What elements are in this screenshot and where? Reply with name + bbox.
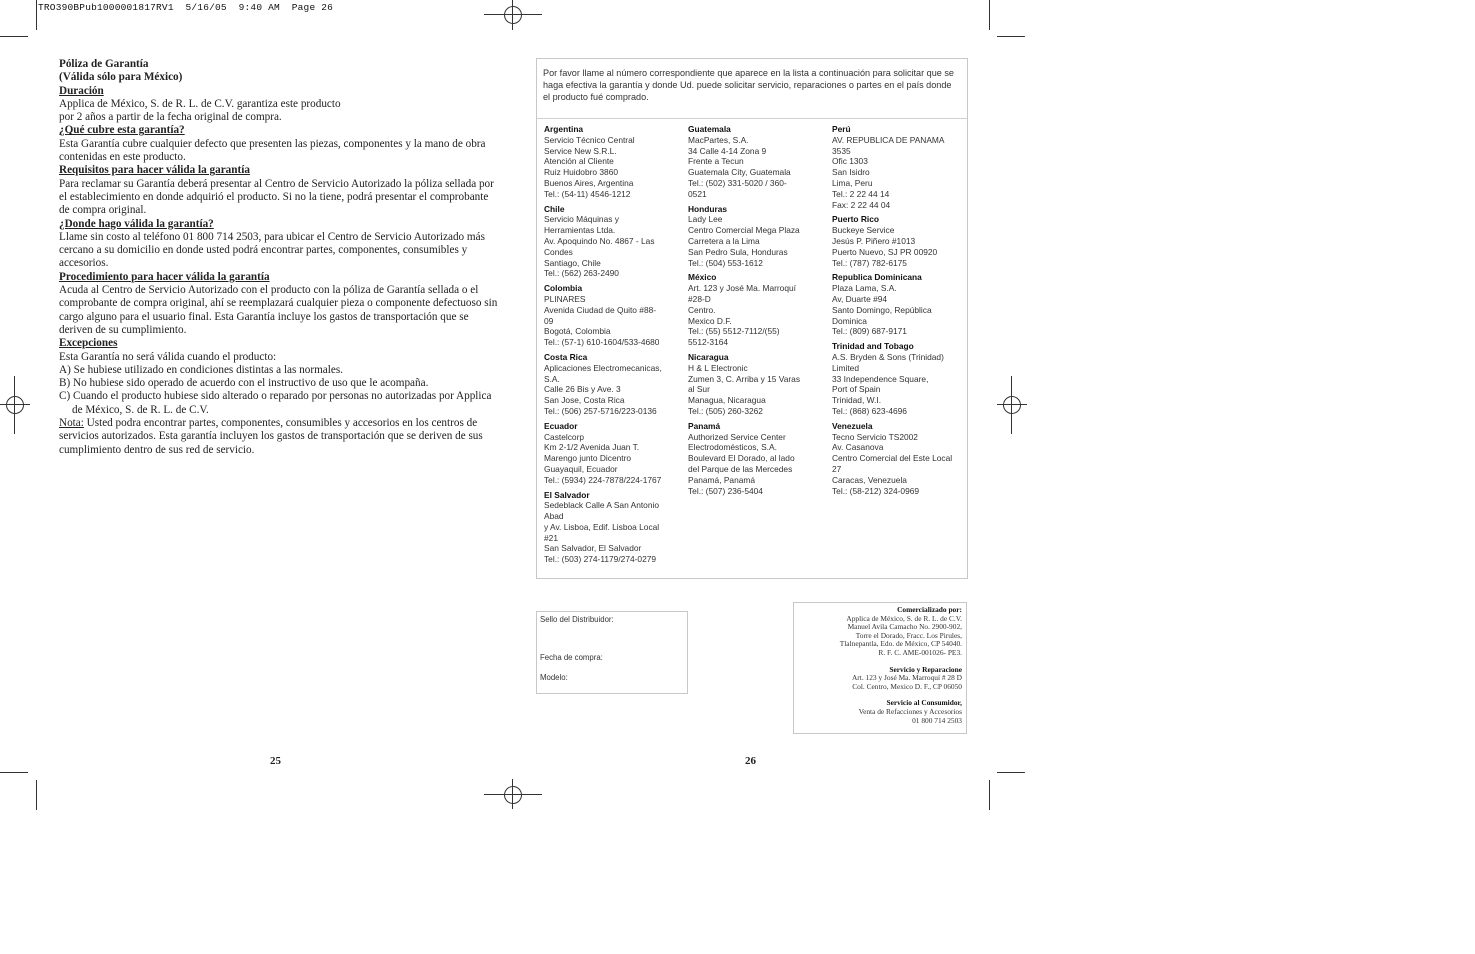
address-line: MacPartes, S.A. <box>688 134 749 145</box>
address-line: Santiago, Chile <box>544 257 601 268</box>
crop-mark <box>997 36 1025 37</box>
crop-mark <box>989 0 990 30</box>
address-line: Av. Casanova <box>832 442 884 453</box>
company-line: Manuel Avila Camacho No. 2900-902, <box>847 622 962 632</box>
service-center-entry <box>832 124 970 210</box>
country-name: Nicaragua <box>688 351 729 362</box>
address-line: Fax: 2 22 44 04 <box>832 199 891 210</box>
crop-mark <box>36 780 37 810</box>
section-heading-donde: ¿Donde hago válida la garantía? <box>59 217 214 230</box>
address-line: H & L Electronic <box>688 362 748 373</box>
address-line: Sedeblack Calle A San Antonio <box>544 500 660 511</box>
address-line: Panamá, Panamá <box>688 474 756 485</box>
donde-text: Llame sin costo al teléfono 01 800 714 2503, para ubicar el Centro de Servicio Autorizado más cercano a su domicilio en donde usted podrá encontrar partes, componentes, consumibles y accesorios. <box>59 230 485 270</box>
address-line: del Parque de las Mercedes <box>688 463 793 474</box>
service-center-entry <box>688 272 826 348</box>
duracion-text-line2: por 2 años a partir de la fecha original de compra. <box>59 111 282 124</box>
company-line: 01 800 714 2503 <box>912 715 962 725</box>
address-line: Atención al Cliente <box>544 156 614 167</box>
address-line: Electrodomésticos, S.A. <box>688 442 777 453</box>
crop-mark <box>0 36 28 37</box>
country-name: Trinidad and Tobago <box>832 341 914 352</box>
service-center-entry <box>688 204 826 269</box>
service-center-entry <box>688 421 826 497</box>
service-center-entry <box>832 214 970 268</box>
crop-mark <box>0 772 28 773</box>
service-center-entry <box>688 352 826 417</box>
address-line: PLINARES <box>544 293 586 304</box>
nota-paragraph <box>59 417 499 457</box>
section-heading-procedimiento: Procedimiento para hacer válida la garantía <box>59 270 270 283</box>
address-line: 33 Independence Square, <box>832 373 929 384</box>
address-line: Dominica <box>832 315 867 326</box>
section-heading-cubre: ¿Qué cubre esta garantía? <box>59 124 185 137</box>
address-line: 0521 <box>688 188 707 199</box>
policy-title: Póliza de Garantía <box>59 58 149 70</box>
address-line: Jesús P. Piñero #1013 <box>832 235 916 246</box>
address-line: Tel.: (809) 687-9171 <box>832 326 907 337</box>
address-line: Marengo junto Dicentro <box>544 453 632 464</box>
service-center-entry <box>544 124 682 200</box>
country-name: Honduras <box>688 203 728 214</box>
service-center-entry <box>688 124 826 200</box>
country-name: Republica Dominicana <box>832 272 922 283</box>
address-line: AV. REPUBLICA DE PANAMA <box>832 134 945 145</box>
address-line: Plaza Lama, S.A. <box>832 283 897 294</box>
company-info-box <box>793 602 967 734</box>
address-line: Calle 26 Bis y Ave. 3 <box>544 384 621 395</box>
address-line: Ruiz Huidobro 3860 <box>544 167 619 178</box>
address-line: Bogotá, Colombia <box>544 326 611 337</box>
directory-column-3 <box>832 124 970 500</box>
directory-column-1 <box>544 124 682 569</box>
crop-mark <box>997 772 1025 773</box>
servicio-heading: Servicio y Reparacione <box>889 664 962 674</box>
service-center-entry <box>544 352 682 417</box>
section-heading-duracion: Duración <box>59 84 104 97</box>
page-number-right: 26 <box>745 755 756 767</box>
service-center-entry <box>544 204 682 280</box>
address-line: Managua, Nicaragua <box>688 395 766 406</box>
section-heading-excepciones: Excepciones <box>59 337 118 350</box>
address-line: Tel.: (504) 553-1612 <box>688 257 763 268</box>
country-name: Chile <box>544 203 565 214</box>
country-name: Puerto Rico <box>832 214 879 225</box>
sello-label: Sello del Distribuidor: <box>540 615 614 624</box>
consumidor-lines <box>794 708 962 725</box>
service-center-entry <box>544 490 682 566</box>
excepcion-item: B) No hubiese sido operado de acuerdo con el instructivo de uso que le acompaña. <box>59 377 429 390</box>
address-line: Centro. <box>688 304 716 315</box>
address-line: y Av. Lisboa, Edif. Lisboa Local <box>544 521 660 532</box>
excepcion-item: C) Cuando el producto hubiese sido alterado o reparado por personas no autorizadas por Applica de México, S. de R. L. de C.V. <box>59 390 492 416</box>
fecha-compra-label: Fecha de compra: <box>540 653 603 662</box>
address-line: Av, Duarte #94 <box>832 293 888 304</box>
address-line: Port of Spain <box>832 384 881 395</box>
comercializado-lines <box>794 615 962 658</box>
address-line: Centro Comercial del Este Local <box>832 453 953 464</box>
service-directory-box <box>536 58 968 579</box>
consumidor-heading: Servicio al Consumidor, <box>886 698 962 708</box>
address-line: Avenida Ciudad de Quito #88- <box>544 304 657 315</box>
address-line: Aplicaciones Electromecanicas, <box>544 362 662 373</box>
address-line: S.A. <box>544 373 560 384</box>
company-line: R. F. C. AME-001026- PE3. <box>878 647 962 657</box>
address-line: Tel.: (505) 260-3262 <box>688 405 763 416</box>
address-line: Buenos Aires, Argentina <box>544 177 634 188</box>
excepcion-item: A) Se hubiese utilizado en condiciones distintas a las normales. <box>59 363 343 376</box>
address-line: Carretera a la Lima <box>688 235 760 246</box>
country-name: Venezuela <box>832 420 873 431</box>
address-line: Km 2-1/2 Avenida Juan T. <box>544 442 640 453</box>
address-line: Puerto Nuevo, SJ PR 00920 <box>832 246 938 257</box>
address-line: Tel.: (507) 236-5404 <box>688 485 763 496</box>
country-name: Guatemala <box>688 124 731 134</box>
company-line: Applica de México, S. de R. L. de C.V. <box>846 613 962 623</box>
address-line: Art. 123 y José Ma. Marroquí <box>688 283 796 294</box>
country-name: Costa Rica <box>544 351 588 362</box>
address-line: Tel.: (868) 623-4696 <box>832 405 907 416</box>
address-line: Tel.: (57-1) 610-1604/533-4680 <box>544 337 660 348</box>
address-line: Tel.: (503) 274-1179/274-0279 <box>544 554 657 565</box>
address-line: Service New S.R.L. <box>544 145 617 156</box>
address-line: Trinidad, W.I. <box>832 395 882 406</box>
crop-mark <box>36 0 37 30</box>
section-heading-requisitos: Requisitos para hacer válida la garantía <box>59 164 250 177</box>
distributor-stamp-box <box>536 611 688 694</box>
address-line: Tel.: 2 22 44 14 <box>832 188 890 199</box>
address-line: Castelcorp <box>544 431 585 442</box>
address-line: Lima, Peru <box>832 177 873 188</box>
address-line: Tel.: (58-212) 324-0969 <box>832 485 920 496</box>
address-line: Condes <box>544 246 573 257</box>
comercializado-heading: Comercializado por: <box>897 605 962 614</box>
page-number-left: 25 <box>270 755 281 767</box>
address-line: Guatemala City, Guatemala <box>688 167 791 178</box>
address-line: A.S. Bryden & Sons (Trinidad) <box>832 351 944 362</box>
address-line: Av. Apoquindo No. 4867 - Las <box>544 235 655 246</box>
address-line: Tel.: (54-11) 4546-1212 <box>544 188 631 199</box>
service-center-entry <box>832 272 970 337</box>
address-line: #28-D <box>688 293 711 304</box>
registration-mark <box>1003 396 1021 414</box>
procedimiento-text: Acuda al Centro de Servicio Autorizado con el producto con la póliza de Garantía sellada o el comprobante de compra original, ahí se reemplazará cualquier pieza o componente defectuoso sin cargo alguno para el usuario final. Esta Garantía incluye los gastos de transportación que se deriven de su cumplimiento. <box>59 284 498 336</box>
address-line: #21 <box>544 532 558 543</box>
company-line: Tlalnepantla, Edo. de México, CP 54040. <box>839 639 962 649</box>
address-line: Tel.: (55) 5512-7112/(55) <box>688 326 780 337</box>
nota-text: Usted podra encontrar partes, componentes, consumibles y accesorios en los centros de servicios autorizados. Esta garantía incluyen los gastos de transportación que se deriven de sus cumplimiento dentro de sus red de servicio. <box>59 417 483 456</box>
servicio-lines <box>794 674 962 691</box>
address-line: San Salvador, El Salvador <box>544 543 642 554</box>
registration-mark <box>504 6 522 24</box>
country-name: Colombia <box>544 283 583 294</box>
address-line: Boulevard El Dorado, al lado <box>688 453 795 464</box>
address-line: Zumen 3, C. Arriba y 15 Varas <box>688 373 801 384</box>
country-name: Perú <box>832 124 851 134</box>
address-line: Authorized Service Center <box>688 431 786 442</box>
directory-column-2 <box>688 124 826 500</box>
address-line: al Sur <box>688 384 710 395</box>
address-line: Tecno Servicio TS2002 <box>832 431 918 442</box>
warranty-policy <box>59 58 499 457</box>
excepciones-intro: Esta Garantía no será válida cuando el producto: <box>59 350 277 363</box>
address-line: 09 <box>544 315 554 326</box>
company-line: Col. Centro, Mexico D. F., CP 06050 <box>852 681 962 691</box>
print-slug: TRO390BPub1000001817RV1 5/16/05 9:40 AM Page 26 <box>38 2 334 13</box>
address-line: Santo Domingo, República <box>832 304 932 315</box>
address-line: Buckeye Service <box>832 225 895 236</box>
registration-mark <box>6 396 24 414</box>
address-line: Frente a Tecun <box>688 156 744 167</box>
address-line: 5512-3164 <box>688 337 729 348</box>
duracion-text-line1: Applica de México, S. de R. L. de C.V. garantiza este producto <box>59 97 341 110</box>
company-line: Venta de Refacciones y Accesorios <box>858 706 962 716</box>
address-line: San Pedro Sula, Honduras <box>688 246 788 257</box>
country-name: México <box>688 272 717 283</box>
address-line: Mexico D.F. <box>688 315 732 326</box>
address-line: Servicio Técnico Central <box>544 134 635 145</box>
address-line: Centro Comercial Mega Plaza <box>688 225 800 236</box>
company-line: Art. 123 y José Ma. Marroquí # 28 D <box>851 673 962 683</box>
address-line: Lady Lee <box>688 214 723 225</box>
country-name: El Salvador <box>544 489 590 500</box>
address-line: Tel.: (5934) 224-7878/224-1767 <box>544 474 662 485</box>
country-name: Argentina <box>544 124 584 134</box>
address-line: San Isidro <box>832 167 870 178</box>
address-line: Caracas, Venezuela <box>832 474 907 485</box>
address-line: Ofic 1303 <box>832 156 868 167</box>
address-line: San Jose, Costa Rica <box>544 395 625 406</box>
address-line: Guayaquil, Ecuador <box>544 463 618 474</box>
service-center-entry <box>832 421 970 497</box>
service-center-entry <box>544 283 682 348</box>
directory-intro: Por favor llame al número correspondiente que aparece en la lista a continuación para solicitar que se haga efectiva la garantía y donde Ud. puede solicitar servicio, reparaciones o partes en el país donde el producto fué comprado. <box>537 59 967 119</box>
crop-mark <box>989 780 990 810</box>
address-line: 3535 <box>832 145 851 156</box>
country-name: Ecuador <box>544 420 578 431</box>
country-name: Panamá <box>688 420 721 431</box>
address-line: Abad <box>544 511 564 522</box>
address-line: Limited <box>832 362 859 373</box>
policy-subtitle: (Válida sólo para México) <box>59 71 183 84</box>
modelo-label: Modelo: <box>540 673 568 682</box>
address-line: Servicio Máquinas y <box>544 214 619 225</box>
address-line: Tel.: (502) 331-5020 / 360- <box>688 177 787 188</box>
address-line: Tel.: (787) 782-6175 <box>832 257 907 268</box>
cubre-text: Esta Garantía cubre cualquier defecto que presenten las piezas, componentes y la mano de obra contenidas en este producto. <box>59 137 486 164</box>
nota-label: Nota: <box>59 417 84 430</box>
address-line: Tel.: (506) 257-5716/223-0136 <box>544 405 657 416</box>
address-line: Herramientas Ltda. <box>544 225 616 236</box>
company-line: Torre el Dorado, Fracc. Los Pirules, <box>855 630 962 640</box>
address-line: 34 Calle 4-14 Zona 9 <box>688 145 767 156</box>
address-line: Tel.: (562) 263-2490 <box>544 268 619 279</box>
service-center-entry <box>832 341 970 417</box>
registration-mark <box>504 786 522 804</box>
service-center-entry <box>544 421 682 486</box>
address-line: 27 <box>832 463 842 474</box>
requisitos-text: Para reclamar su Garantía deberá presentar al Centro de Servicio Autorizado la póliza sellada por el establecimiento en donde adquirió el producto. Si no la tiene, podrá presentar el comprobante de compra original. <box>59 177 494 217</box>
